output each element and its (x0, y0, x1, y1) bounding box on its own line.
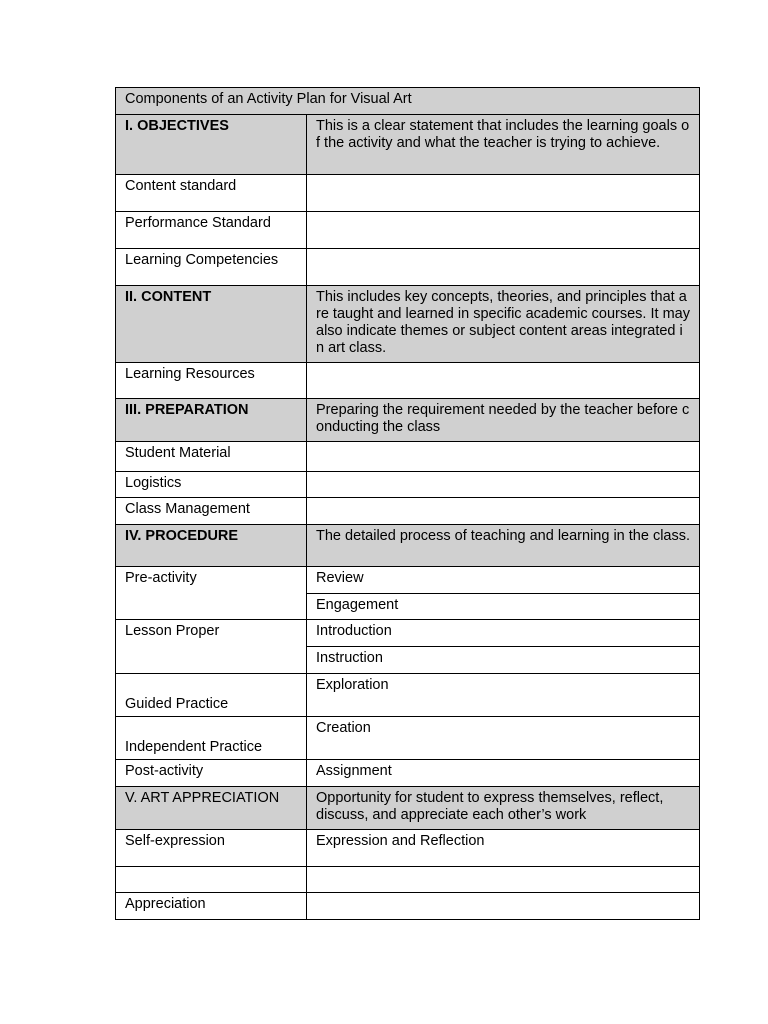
procedure-description: The detailed process of teaching and learning in the class. (307, 525, 700, 567)
lesson-proper-label: Lesson Proper (116, 620, 307, 674)
performance-standard-label: Performance Standard (116, 212, 307, 249)
table-row (116, 567, 700, 594)
preparation-label: III. PREPARATION (116, 399, 307, 442)
student-material-cell (307, 442, 700, 472)
logistics-label: Logistics (116, 472, 307, 498)
art-appreciation-label: V. ART APPRECIATION (116, 787, 307, 830)
appreciation-label: Appreciation (116, 893, 307, 920)
art-appreciation-description: Opportunity for student to express themselves, reflect, discuss, and appreciate each other’s work (307, 787, 700, 830)
lesson-proper-step-introduction: Introduction (307, 620, 700, 647)
content-label: II. CONTENT (116, 286, 307, 363)
table-row (116, 498, 700, 525)
table-row (116, 867, 700, 893)
content-standard-label: Content standard (116, 175, 307, 212)
table-row (116, 249, 700, 286)
post-activity-step: Assignment (307, 760, 700, 787)
objectives-label: I. OBJECTIVES (116, 115, 307, 175)
preparation-row (116, 399, 700, 442)
table-row (116, 620, 700, 647)
self-expression-label: Self-expression (116, 830, 307, 867)
performance-standard-cell (307, 212, 700, 249)
learning-resources-label: Learning Resources (116, 363, 307, 399)
student-material-label: Student Material (116, 442, 307, 472)
class-management-cell (307, 498, 700, 525)
objectives-description: This is a clear statement that includes the learning goals of the activity and what the teacher is trying to achieve. (307, 115, 700, 175)
learning-resources-cell (307, 363, 700, 399)
independent-practice-step: Creation (307, 717, 700, 760)
art-appreciation-row (116, 787, 700, 830)
post-activity-label: Post-activity (116, 760, 307, 787)
content-description: This includes key concepts, theories, and principles that are taught and learned in specific academic courses. It may also indicate themes or subject content areas integrated in art class. (307, 286, 700, 363)
objectives-row (116, 115, 700, 175)
pre-activity-step-review: Review (307, 567, 700, 594)
table-title: Components of an Activity Plan for Visual Art (116, 88, 700, 115)
table-row (116, 674, 700, 717)
independent-practice-label: Independent Practice (116, 717, 307, 760)
learning-competencies-cell (307, 249, 700, 286)
table-row (116, 893, 700, 920)
pre-activity-step-engagement: Engagement (307, 594, 700, 620)
table-row (116, 830, 700, 867)
table-title-row (116, 88, 700, 115)
table-row (116, 212, 700, 249)
class-management-label: Class Management (116, 498, 307, 525)
table-row (116, 472, 700, 498)
table-row (116, 760, 700, 787)
empty-cell (307, 867, 700, 893)
pre-activity-label: Pre-activity (116, 567, 307, 620)
empty-cell (116, 867, 307, 893)
table-row (116, 175, 700, 212)
logistics-cell (307, 472, 700, 498)
preparation-description: Preparing the requirement needed by the teacher before conducting the class (307, 399, 700, 442)
appreciation-cell (307, 893, 700, 920)
guided-practice-label: Guided Practice (116, 674, 307, 717)
guided-practice-step: Exploration (307, 674, 700, 717)
table-row (116, 442, 700, 472)
activity-plan-table (115, 87, 700, 920)
self-expression-step: Expression and Reflection (307, 830, 700, 867)
table-row (116, 363, 700, 399)
content-row (116, 286, 700, 363)
learning-competencies-label: Learning Competencies (116, 249, 307, 286)
content-standard-cell (307, 175, 700, 212)
lesson-proper-step-instruction: Instruction (307, 647, 700, 674)
procedure-row (116, 525, 700, 567)
procedure-label: IV. PROCEDURE (116, 525, 307, 567)
table-row (116, 717, 700, 760)
